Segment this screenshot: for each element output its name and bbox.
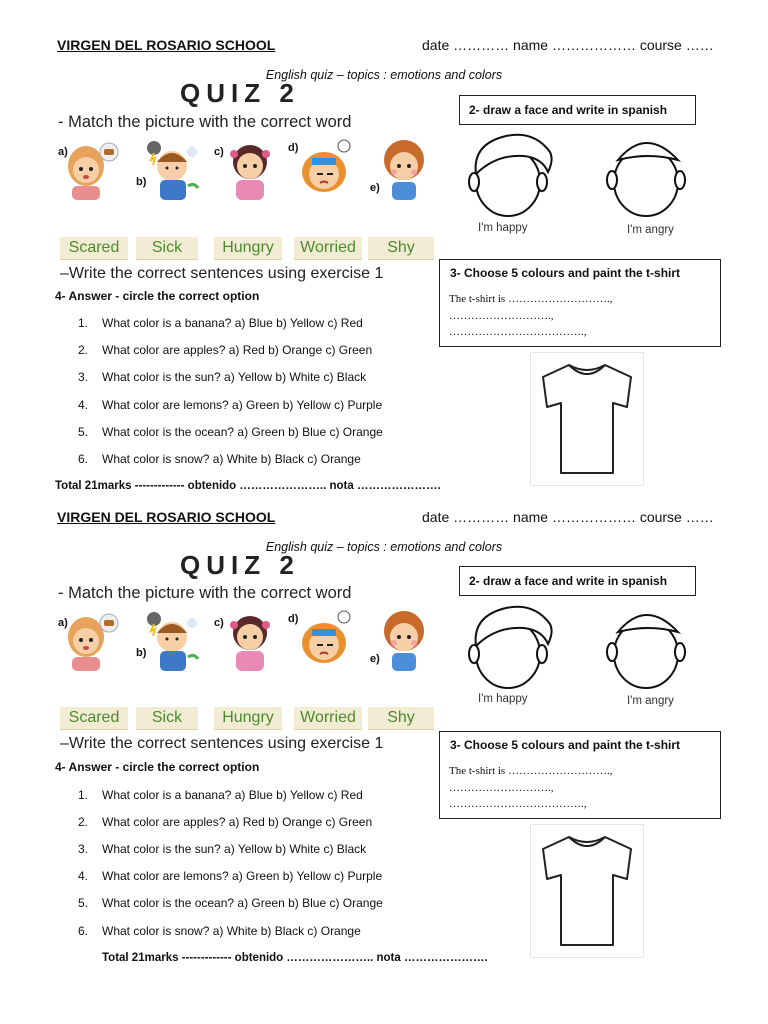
write-instruction: –Write the correct sentences using exercise 1 [60,265,384,282]
school-name: VIRGEN DEL ROSARIO SCHOOL [57,509,276,525]
total-marks-line: Total 21marks ------------- obtenido ………………….. nota …………………. [102,952,488,964]
tshirt-line-1: The t-shirt is ………………………., [449,765,613,777]
question-4: 4. What color are lemons? a) Green b) Yellow c) Purple [78,398,383,412]
question-6: 6. What color is snow? a) White b) Black c) Orange [78,924,361,938]
letter-d: d) [288,613,299,625]
tshirt-picture [530,352,644,486]
quiz-subtitle: English quiz – topics : emotions and colors [265,540,503,554]
question-2: 2. What color are apples? a) Red b) Orange c) Green [78,343,373,357]
draw-task-box [459,566,696,596]
match-title: - Match the picture with the correct word [58,113,352,131]
emotion-pictures [60,136,440,200]
hungry-face-picture [222,607,278,671]
question-5: 5. What color is the ocean? a) Green b) Blue c) Orange [78,896,383,910]
letter-a: a) [58,617,68,629]
word-shy: Shy [368,237,434,260]
quiz-banner: QUIZ 2 [180,78,300,108]
question-5: 5. What color is the ocean? a) Green b) Blue c) Orange [78,425,383,439]
answer-title: 4- Answer - circle the correct option [55,760,260,774]
angry-face-outline [598,130,694,223]
word-sick: Sick [136,707,198,730]
letter-b: b) [136,176,147,188]
tshirt-line-3: ………………………………., [449,326,587,338]
draw-task-box [459,95,696,125]
school-name: VIRGEN DEL ROSARIO SCHOOL [57,37,276,53]
tshirt-line-2: ………………………., [449,310,554,322]
emotion-word-bank [60,237,436,259]
letter-c: c) [214,146,224,158]
sick-face-picture [142,607,198,671]
header-fields: date ………… name ……………… course …… [422,509,714,525]
letter-c: c) [214,617,224,629]
hungry-face-picture [222,136,278,200]
tshirt-line-3: ………………………………., [449,798,587,810]
shy-face-picture [378,607,434,671]
happy-face-outline [462,130,558,223]
shy-face-picture [378,136,434,200]
angry-caption: I'm angry [627,224,674,236]
draw-task-title: 2- draw a face and write in spanish [469,574,668,588]
quiz-banner: QUIZ 2 [180,550,300,580]
emotion-word-bank [60,707,436,729]
happy-caption: I'm happy [478,693,528,705]
question-6: 6. What color is snow? a) White b) Black c) Orange [78,452,361,466]
word-scared: Scared [60,237,128,260]
scared-face-picture [64,607,120,671]
worried-face-picture [298,607,354,671]
colours-task-title: 3- Choose 5 colours and paint the t-shirt [450,266,681,280]
question-4: 4. What color are lemons? a) Green b) Yellow c) Purple [78,869,383,883]
word-hungry: Hungry [214,237,282,260]
letter-b: b) [136,647,147,659]
sick-face-picture [142,136,198,200]
emotion-pictures [60,607,440,671]
colours-task-title: 3- Choose 5 colours and paint the t-shirt [450,738,681,752]
question-2: 2. What color are apples? a) Red b) Orange c) Green [78,815,373,829]
word-hungry: Hungry [214,707,282,730]
match-title: - Match the picture with the correct word [58,584,352,602]
quiz-subtitle: English quiz – topics : emotions and colors [265,68,503,82]
happy-caption: I'm happy [478,222,528,234]
header-fields: date ………… name ……………… course …… [422,37,714,53]
worried-face-picture [298,136,354,200]
letter-e: e) [370,182,380,194]
answer-title: 4- Answer - circle the correct option [55,289,260,303]
letter-d: d) [288,142,299,154]
tshirt-line-2: ………………………., [449,782,554,794]
tshirt-line-1: The t-shirt is ………………………., [449,293,613,305]
question-1: 1. What color is a banana? a) Blue b) Yellow c) Red [78,788,363,802]
word-shy: Shy [368,707,434,730]
scared-face-picture [64,136,120,200]
happy-face-outline [462,602,558,695]
total-marks-line: Total 21marks ------------- obtenido ………………….. nota …………………. [55,480,441,492]
word-worried: Worried [294,237,362,260]
write-instruction: –Write the correct sentences using exercise 1 [60,735,384,752]
draw-task-title: 2- draw a face and write in spanish [469,103,668,117]
angry-face-outline [598,602,694,695]
word-scared: Scared [60,707,128,730]
word-worried: Worried [294,707,362,730]
colours-task-box [439,731,721,819]
angry-caption: I'm angry [627,695,674,707]
letter-e: e) [370,653,380,665]
word-sick: Sick [136,237,198,260]
colours-task-box [439,259,721,347]
tshirt-picture [530,824,644,958]
question-3: 3. What color is the sun? a) Yellow b) White c) Black [78,370,367,384]
question-1: 1. What color is a banana? a) Blue b) Yellow c) Red [78,316,363,330]
letter-a: a) [58,146,68,158]
question-3: 3. What color is the sun? a) Yellow b) White c) Black [78,842,367,856]
